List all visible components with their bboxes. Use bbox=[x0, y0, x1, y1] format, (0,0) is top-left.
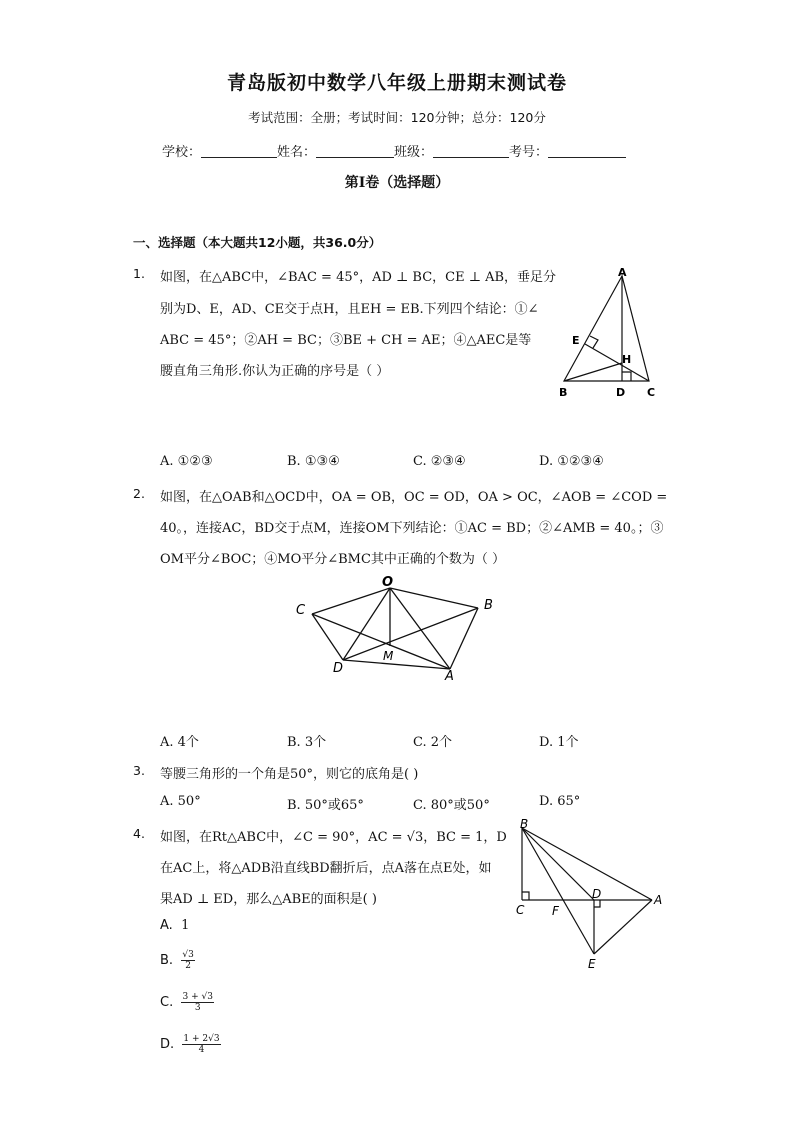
q4-figure bbox=[510, 816, 670, 976]
school-blank bbox=[201, 144, 277, 158]
q4-option-d-fraction bbox=[182, 1034, 220, 1055]
q4-line-2: 在AC上，将△ADB沿直线BD翻折后，点A落在点E处，如 bbox=[160, 861, 492, 876]
q4-label-f: F bbox=[552, 904, 559, 918]
q4-option-d-numerator: 1 + 2√3 bbox=[183, 1034, 220, 1044]
q2-option-b[interactable]: B. 3个 bbox=[287, 735, 327, 750]
q4-option-c-fraction bbox=[181, 992, 213, 1013]
q2-option-c[interactable]: C. 2个 bbox=[413, 735, 453, 750]
student-info-line bbox=[162, 141, 626, 160]
q4-option-d-label: D. bbox=[160, 1037, 175, 1052]
section-heading: 一、选择题（本大题共12小题，共36.0分） bbox=[133, 235, 382, 250]
school-label: 学校： bbox=[162, 145, 202, 160]
q2-label-b: B bbox=[484, 598, 493, 613]
q4-label-e: E bbox=[588, 957, 596, 971]
q1-label-h: H bbox=[622, 353, 632, 366]
q2-label-o: O bbox=[382, 575, 394, 590]
q2-option-d[interactable]: D. 1个 bbox=[539, 735, 579, 750]
q1-label-b: B bbox=[559, 386, 568, 399]
q1-option-a[interactable]: A. ①②③ bbox=[160, 454, 213, 469]
q4-option-b[interactable] bbox=[160, 950, 195, 971]
q1-option-d[interactable]: D. ①②③④ bbox=[539, 454, 604, 469]
q4-option-a-label: A. bbox=[160, 918, 173, 933]
q1-triangle-figure bbox=[552, 262, 672, 404]
exam-subtitle: 考试范围：全册；考试时间：120分钟；总分：120分 bbox=[248, 110, 546, 125]
q4-option-d-denominator: 4 bbox=[198, 1045, 205, 1055]
q4-label-c: C bbox=[516, 903, 525, 917]
q4-option-a-value: 1 bbox=[181, 918, 190, 933]
q1-option-b[interactable]: B. ①③④ bbox=[287, 454, 340, 469]
q4-label-d: D bbox=[592, 887, 602, 901]
q4-option-c[interactable] bbox=[160, 992, 214, 1013]
q4-option-c-numerator: 3 + √3 bbox=[182, 992, 213, 1002]
q4-option-b-denominator: 2 bbox=[185, 961, 191, 971]
q4-option-c-denominator: 3 bbox=[194, 1003, 201, 1013]
name-label: 姓名： bbox=[277, 145, 317, 160]
page-title: 青岛版初中数学八年级上册期末测试卷 bbox=[226, 72, 567, 94]
q4-line-1: 如图，在Rt△ABC中，∠C = 90°，AC = √3，BC = 1，D bbox=[160, 830, 507, 845]
q2-label-a: A bbox=[445, 669, 454, 684]
q4-line-3: 果AD ⊥ ED，那么△ABE的面积是( ) bbox=[160, 892, 377, 907]
q2-number: 2. bbox=[133, 486, 145, 501]
q4-label-a: A bbox=[654, 893, 663, 907]
q2-label-d: D bbox=[333, 661, 344, 676]
q1-label-e: E bbox=[572, 334, 580, 347]
q3-option-a[interactable]: A. 50° bbox=[160, 794, 201, 809]
q1-line-3: ABC = 45°；②AH = BC；③BE + CH = AE；④△AEC是等 bbox=[160, 333, 532, 348]
q4-option-b-fraction bbox=[181, 950, 194, 971]
q1-label-c: C bbox=[647, 386, 656, 399]
class-label: 班级： bbox=[394, 145, 434, 160]
q4-label-b: B bbox=[520, 817, 529, 831]
name-blank bbox=[316, 144, 394, 158]
q1-option-c[interactable]: C. ②③④ bbox=[413, 454, 466, 469]
q3-option-c[interactable]: C. 80°或50° bbox=[413, 798, 490, 813]
q2-label-c: C bbox=[296, 603, 306, 618]
q2-line-3: OM平分∠BOC；④MO平分∠BMC其中正确的个数为（ ） bbox=[160, 552, 506, 567]
volume-heading: 第I卷（选择题） bbox=[344, 175, 450, 191]
q1-label-a: A bbox=[618, 266, 627, 279]
q1-line-4: 腰直角三角形.你认为正确的序号是（ ） bbox=[160, 364, 390, 379]
q1-number: 1. bbox=[133, 266, 145, 281]
q2-line-2: 40。，连接AC，BD交于点M，连接OM下列结论：①AC = BD；②∠AMB = 40。；③ bbox=[160, 521, 664, 536]
q1-label-d: D bbox=[616, 386, 626, 399]
q2-figure bbox=[290, 572, 510, 684]
q4-option-d[interactable] bbox=[160, 1034, 221, 1055]
q3-option-b[interactable]: B. 50°或65° bbox=[287, 798, 364, 813]
q4-option-c-label: C. bbox=[160, 995, 174, 1010]
q4-option-a[interactable] bbox=[160, 918, 189, 933]
q2-option-a[interactable]: A. 4个 bbox=[160, 735, 199, 750]
q1-line-1: 如图，在△ABC中，∠BAC = 45°，AD ⊥ BC，CE ⊥ AB，垂足分 bbox=[160, 270, 557, 285]
q4-option-b-numerator: √3 bbox=[182, 950, 194, 960]
q1-line-2: 别为D、E，AD、CE交于点H，且EH = EB.下列四个结论：①∠ bbox=[160, 302, 539, 317]
q3-number: 3. bbox=[133, 763, 145, 778]
q4-number: 4. bbox=[133, 826, 145, 841]
q3-line-1: 等腰三角形的一个角是50°，则它的底角是( ) bbox=[160, 767, 419, 782]
class-blank bbox=[433, 144, 509, 158]
q2-label-m: M bbox=[383, 649, 394, 663]
exam-number-blank bbox=[548, 144, 626, 158]
exam-number-label: 考号： bbox=[509, 145, 549, 160]
q4-option-b-label: B. bbox=[160, 953, 174, 968]
q2-line-1: 如图，在△OAB和△OCD中，OA = OB，OC = OD，OA > OC，∠AOB = ∠COD = bbox=[160, 490, 668, 505]
q3-option-d[interactable]: D. 65° bbox=[539, 794, 581, 809]
